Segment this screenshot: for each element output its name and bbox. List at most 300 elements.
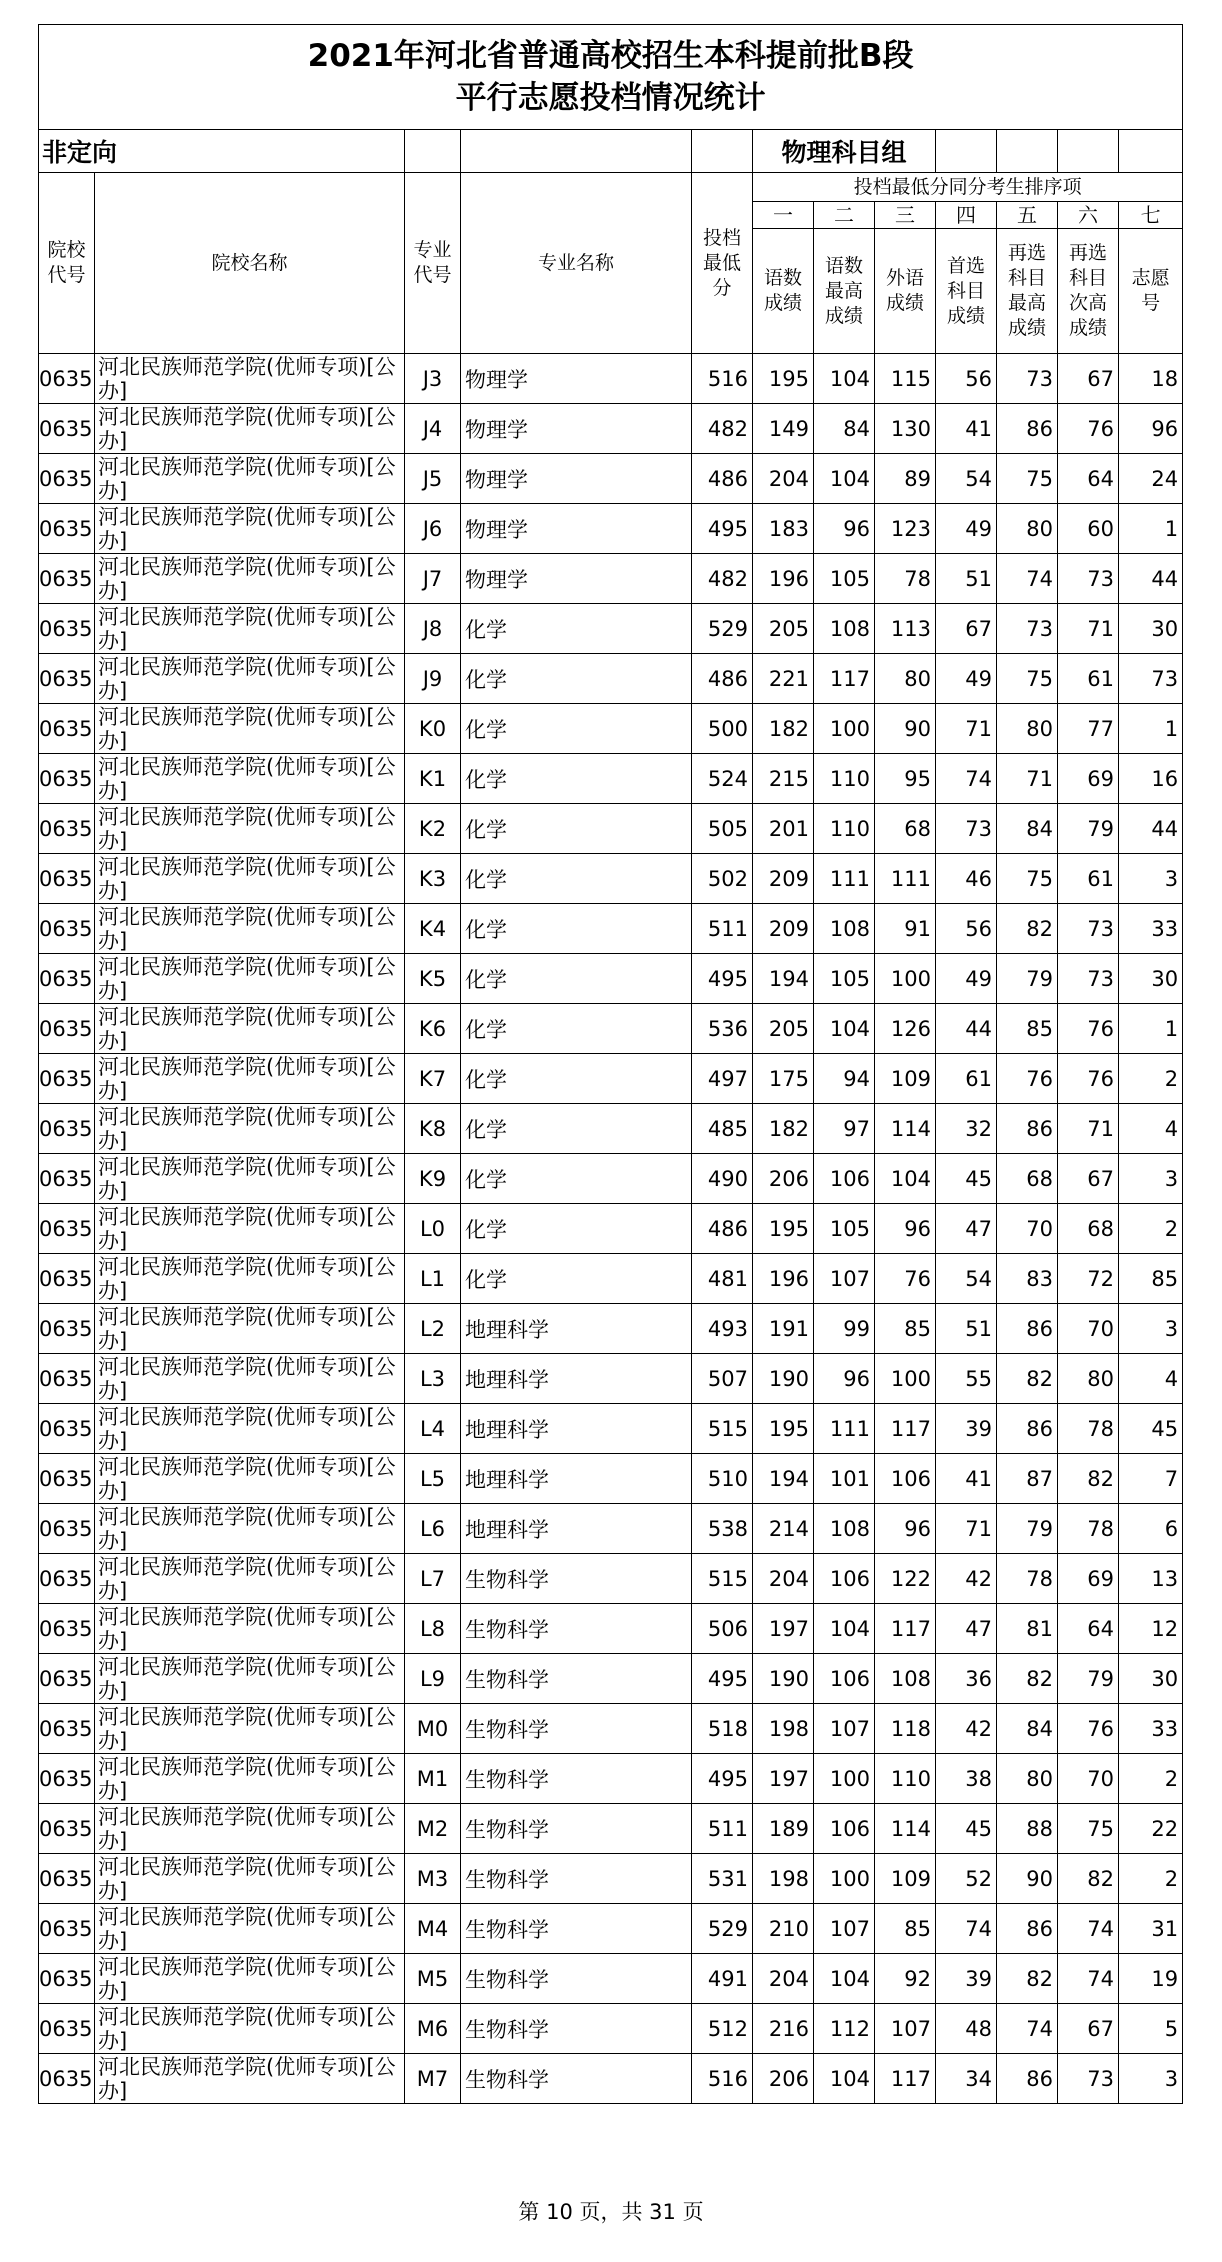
score-foreign-language-cell: 96 [875,1204,936,1254]
score-chinese-math-max-cell: 100 [814,1754,875,1804]
choice-number-cell: 73 [1119,654,1183,704]
table-row [39,954,1183,1004]
score-chinese-math-cell: 215 [753,754,814,804]
min-score-cell: 515 [692,1404,753,1454]
school-code-cell: 0635 [39,1304,95,1354]
choice-number-cell: 6 [1119,1504,1183,1554]
tiebreak-label-1: 语数成绩 [753,229,814,354]
major-name-cell: 化学 [461,804,692,854]
score-second-subject-next-cell: 73 [1058,554,1119,604]
table-row [39,1104,1183,1154]
score-foreign-language-cell: 68 [875,804,936,854]
major-code-cell: J7 [405,554,461,604]
min-score-cell: 516 [692,2054,753,2104]
school-code-cell: 0635 [39,904,95,954]
score-chinese-math-max-cell: 96 [814,504,875,554]
score-second-subject-next-cell: 80 [1058,1354,1119,1404]
score-first-subject-cell: 36 [936,1654,997,1704]
major-code-cell: L8 [405,1604,461,1654]
school-name-cell: 河北民族师范学院(优师专项)[公办] [95,1354,405,1404]
score-second-subject-next-cell: 79 [1058,804,1119,854]
score-chinese-math-cell: 205 [753,1004,814,1054]
choice-number-cell: 31 [1119,1904,1183,1954]
major-code-cell: K8 [405,1104,461,1154]
major-name-cell: 物理学 [461,354,692,404]
score-second-subject-max-cell: 73 [997,604,1058,654]
score-second-subject-next-cell: 76 [1058,1004,1119,1054]
tiebreak-order-2: 二 [814,202,875,229]
school-name-cell: 河北民族师范学院(优师专项)[公办] [95,704,405,754]
score-second-subject-max-cell: 74 [997,554,1058,604]
header-school-name: 院校名称 [95,173,405,354]
min-score-cell: 486 [692,654,753,704]
school-name-cell: 河北民族师范学院(优师专项)[公办] [95,504,405,554]
major-code-cell: L0 [405,1204,461,1254]
score-first-subject-cell: 42 [936,1554,997,1604]
school-name-cell: 河北民族师范学院(优师专项)[公办] [95,1004,405,1054]
major-code-cell: J4 [405,404,461,454]
school-code-cell: 0635 [39,2054,95,2104]
score-chinese-math-max-cell: 100 [814,1854,875,1904]
score-first-subject-cell: 39 [936,1404,997,1454]
score-second-subject-max-cell: 68 [997,1154,1058,1204]
school-name-cell: 河北民族师范学院(优师专项)[公办] [95,1054,405,1104]
major-code-cell: J9 [405,654,461,704]
score-chinese-math-max-cell: 110 [814,754,875,804]
score-second-subject-next-cell: 75 [1058,1804,1119,1854]
tiebreak-order-3: 三 [875,202,936,229]
table-row [39,1954,1183,2004]
major-code-cell: K7 [405,1054,461,1104]
major-code-cell: L9 [405,1654,461,1704]
tiebreak-label-3: 外语成绩 [875,229,936,354]
score-chinese-math-cell: 190 [753,1354,814,1404]
score-second-subject-next-cell: 77 [1058,704,1119,754]
score-second-subject-max-cell: 82 [997,1654,1058,1704]
score-foreign-language-cell: 85 [875,1904,936,1954]
min-score-cell: 500 [692,704,753,754]
school-name-cell: 河北民族师范学院(优师专项)[公办] [95,1554,405,1604]
min-score-cell: 529 [692,1904,753,1954]
major-code-cell: K9 [405,1154,461,1204]
school-name-cell: 河北民族师范学院(优师专项)[公办] [95,1904,405,1954]
school-code-cell: 0635 [39,1454,95,1504]
choice-number-cell: 4 [1119,1354,1183,1404]
report-title-line2: 平行志愿投档情况统计 [455,80,766,116]
school-code-cell: 0635 [39,554,95,604]
min-score-cell: 486 [692,1204,753,1254]
score-first-subject-cell: 56 [936,354,997,404]
score-second-subject-max-cell: 79 [997,954,1058,1004]
min-score-cell: 516 [692,354,753,404]
score-chinese-math-max-cell: 104 [814,1004,875,1054]
score-second-subject-max-cell: 71 [997,754,1058,804]
score-foreign-language-cell: 117 [875,1604,936,1654]
score-chinese-math-max-cell: 100 [814,704,875,754]
score-second-subject-next-cell: 67 [1058,354,1119,404]
score-second-subject-next-cell: 69 [1058,1554,1119,1604]
min-score-cell: 529 [692,604,753,654]
school-name-cell: 河北民族师范学院(优师专项)[公办] [95,2054,405,2104]
score-chinese-math-max-cell: 94 [814,1054,875,1104]
score-chinese-math-cell: 182 [753,704,814,754]
header-major-name: 专业名称 [461,173,692,354]
score-chinese-math-cell: 195 [753,1204,814,1254]
score-second-subject-next-cell: 72 [1058,1254,1119,1304]
min-score-cell: 495 [692,954,753,1004]
major-code-cell: M1 [405,1754,461,1804]
score-chinese-math-cell: 191 [753,1304,814,1354]
blank-cell [1119,130,1183,173]
score-foreign-language-cell: 117 [875,2054,936,2104]
choice-number-cell: 13 [1119,1554,1183,1604]
table-row [39,1004,1183,1054]
score-foreign-language-cell: 111 [875,854,936,904]
school-code-cell: 0635 [39,704,95,754]
major-code-cell: L4 [405,1404,461,1454]
score-first-subject-cell: 46 [936,854,997,904]
header-major-code: 专业代号 [405,173,461,354]
school-name-cell: 河北民族师范学院(优师专项)[公办] [95,1254,405,1304]
choice-number-cell: 19 [1119,1954,1183,2004]
table-row [39,754,1183,804]
school-code-cell: 0635 [39,804,95,854]
min-score-cell: 502 [692,854,753,904]
table-row [39,1754,1183,1804]
school-name-cell: 河北民族师范学院(优师专项)[公办] [95,1104,405,1154]
major-name-cell: 化学 [461,754,692,804]
score-chinese-math-max-cell: 108 [814,1504,875,1554]
score-second-subject-max-cell: 84 [997,1704,1058,1754]
major-name-cell: 地理科学 [461,1504,692,1554]
school-name-cell: 河北民族师范学院(优师专项)[公办] [95,1604,405,1654]
score-chinese-math-cell: 149 [753,404,814,454]
score-second-subject-next-cell: 79 [1058,1654,1119,1704]
score-first-subject-cell: 54 [936,454,997,504]
school-name-cell: 河北民族师范学院(优师专项)[公办] [95,1154,405,1204]
min-score-cell: 506 [692,1604,753,1654]
school-name-cell: 河北民族师范学院(优师专项)[公办] [95,904,405,954]
choice-number-cell: 4 [1119,1104,1183,1154]
score-first-subject-cell: 49 [936,654,997,704]
score-chinese-math-max-cell: 106 [814,1804,875,1854]
score-chinese-math-cell: 196 [753,554,814,604]
score-chinese-math-max-cell: 104 [814,1954,875,2004]
blank-cell [936,130,997,173]
score-chinese-math-cell: 194 [753,954,814,1004]
min-score-cell: 481 [692,1254,753,1304]
major-name-cell: 化学 [461,854,692,904]
score-foreign-language-cell: 96 [875,1504,936,1554]
major-code-cell: L5 [405,1454,461,1504]
school-code-cell: 0635 [39,1954,95,2004]
score-second-subject-max-cell: 86 [997,1904,1058,1954]
score-chinese-math-max-cell: 107 [814,1904,875,1954]
score-second-subject-max-cell: 80 [997,704,1058,754]
score-foreign-language-cell: 118 [875,1704,936,1754]
min-score-cell: 531 [692,1854,753,1904]
choice-number-cell: 5 [1119,2004,1183,2054]
major-name-cell: 生物科学 [461,1904,692,1954]
score-second-subject-next-cell: 71 [1058,604,1119,654]
choice-number-cell: 24 [1119,454,1183,504]
choice-number-cell: 33 [1119,904,1183,954]
score-foreign-language-cell: 113 [875,604,936,654]
tiebreak-label-4: 首选科目成绩 [936,229,997,354]
choice-number-cell: 85 [1119,1254,1183,1304]
school-code-cell: 0635 [39,1504,95,1554]
score-second-subject-next-cell: 70 [1058,1754,1119,1804]
major-name-cell: 生物科学 [461,1854,692,1904]
school-code-cell: 0635 [39,1104,95,1154]
school-name-cell: 河北民族师范学院(优师专项)[公办] [95,604,405,654]
score-first-subject-cell: 49 [936,504,997,554]
major-code-cell: J8 [405,604,461,654]
score-chinese-math-cell: 221 [753,654,814,704]
table-row [39,1804,1183,1854]
table-row [39,1854,1183,1904]
score-second-subject-next-cell: 67 [1058,1154,1119,1204]
school-code-cell: 0635 [39,754,95,804]
min-score-cell: 495 [692,1654,753,1704]
major-name-cell: 物理学 [461,454,692,504]
choice-number-cell: 16 [1119,754,1183,804]
score-chinese-math-cell: 196 [753,1254,814,1304]
choice-number-cell: 1 [1119,1004,1183,1054]
score-foreign-language-cell: 122 [875,1554,936,1604]
score-chinese-math-cell: 205 [753,604,814,654]
table-row [39,454,1183,504]
header-school-code: 院校代号 [39,173,95,354]
school-name-cell: 河北民族师范学院(优师专项)[公办] [95,804,405,854]
score-second-subject-next-cell: 60 [1058,504,1119,554]
score-chinese-math-max-cell: 106 [814,1554,875,1604]
school-code-cell: 0635 [39,1354,95,1404]
school-name-cell: 河北民族师范学院(优师专项)[公办] [95,1954,405,2004]
choice-number-cell: 3 [1119,2054,1183,2104]
score-second-subject-next-cell: 73 [1058,954,1119,1004]
score-first-subject-cell: 49 [936,954,997,1004]
score-chinese-math-cell: 175 [753,1054,814,1104]
major-code-cell: M3 [405,1854,461,1904]
major-name-cell: 地理科学 [461,1354,692,1404]
school-code-cell: 0635 [39,1004,95,1054]
major-code-cell: J5 [405,454,461,504]
major-name-cell: 地理科学 [461,1304,692,1354]
score-foreign-language-cell: 106 [875,1454,936,1504]
score-second-subject-max-cell: 90 [997,1854,1058,1904]
tiebreak-order-5: 五 [997,202,1058,229]
choice-number-cell: 3 [1119,1154,1183,1204]
school-code-cell: 0635 [39,854,95,904]
major-name-cell: 物理学 [461,554,692,604]
score-chinese-math-cell: 197 [753,1604,814,1654]
score-chinese-math-cell: 201 [753,804,814,854]
major-code-cell: K3 [405,854,461,904]
score-foreign-language-cell: 126 [875,1004,936,1054]
score-foreign-language-cell: 76 [875,1254,936,1304]
tiebreak-label-5: 再选科目最高成绩 [997,229,1058,354]
score-foreign-language-cell: 115 [875,354,936,404]
score-chinese-math-cell: 204 [753,1554,814,1604]
min-score-cell: 482 [692,554,753,604]
score-chinese-math-max-cell: 106 [814,1654,875,1704]
header-min-score: 投档最低分 [692,173,753,354]
table-row [39,1354,1183,1404]
score-second-subject-next-cell: 73 [1058,2054,1119,2104]
min-score-cell: 495 [692,504,753,554]
major-name-cell: 生物科学 [461,1654,692,1704]
score-first-subject-cell: 44 [936,1004,997,1054]
report-title [39,25,1183,130]
table-row [39,1154,1183,1204]
major-code-cell: M0 [405,1704,461,1754]
score-second-subject-max-cell: 85 [997,1004,1058,1054]
major-name-cell: 化学 [461,1204,692,1254]
header-tiebreak: 投档最低分同分考生排序项 [753,173,1183,202]
min-score-cell: 511 [692,904,753,954]
score-second-subject-max-cell: 82 [997,1354,1058,1404]
major-name-cell: 化学 [461,954,692,1004]
table-row [39,1554,1183,1604]
score-chinese-math-cell: 194 [753,1454,814,1504]
score-second-subject-next-cell: 82 [1058,1454,1119,1504]
tiebreak-label-7: 志愿号 [1119,229,1183,354]
score-second-subject-max-cell: 86 [997,1304,1058,1354]
score-first-subject-cell: 54 [936,1254,997,1304]
table-row [39,2004,1183,2054]
tiebreak-label-6: 再选科目次高成绩 [1058,229,1119,354]
score-first-subject-cell: 71 [936,1504,997,1554]
choice-number-cell: 7 [1119,1454,1183,1504]
table-row [39,554,1183,604]
min-score-cell: 510 [692,1454,753,1504]
score-second-subject-next-cell: 68 [1058,1204,1119,1254]
major-code-cell: M4 [405,1904,461,1954]
score-chinese-math-cell: 189 [753,1804,814,1854]
score-foreign-language-cell: 100 [875,1354,936,1404]
score-second-subject-max-cell: 82 [997,1954,1058,2004]
major-name-cell: 化学 [461,1104,692,1154]
score-second-subject-max-cell: 74 [997,2004,1058,2054]
score-second-subject-max-cell: 86 [997,2054,1058,2104]
score-second-subject-max-cell: 76 [997,1054,1058,1104]
score-first-subject-cell: 71 [936,704,997,754]
major-code-cell: M7 [405,2054,461,2104]
score-foreign-language-cell: 110 [875,1754,936,1804]
score-chinese-math-cell: 216 [753,2004,814,2054]
major-name-cell: 化学 [461,1004,692,1054]
blank-cell [997,130,1058,173]
score-second-subject-next-cell: 61 [1058,654,1119,704]
score-foreign-language-cell: 78 [875,554,936,604]
school-name-cell: 河北民族师范学院(优师专项)[公办] [95,1404,405,1454]
major-name-cell: 地理科学 [461,1454,692,1504]
min-score-cell: 524 [692,754,753,804]
table-row [39,1704,1183,1754]
score-second-subject-next-cell: 61 [1058,854,1119,904]
school-code-cell: 0635 [39,404,95,454]
min-score-cell: 511 [692,1804,753,1854]
major-name-cell: 化学 [461,1254,692,1304]
score-second-subject-next-cell: 74 [1058,1954,1119,2004]
major-name-cell: 生物科学 [461,1604,692,1654]
choice-number-cell: 44 [1119,554,1183,604]
tiebreak-order-1: 一 [753,202,814,229]
choice-number-cell: 18 [1119,354,1183,404]
choice-number-cell: 2 [1119,1754,1183,1804]
major-name-cell: 生物科学 [461,2054,692,2104]
score-chinese-math-max-cell: 108 [814,604,875,654]
major-code-cell: K0 [405,704,461,754]
school-name-cell: 河北民族师范学院(优师专项)[公办] [95,654,405,704]
score-foreign-language-cell: 114 [875,1804,936,1854]
blank-cell [405,130,461,173]
score-chinese-math-max-cell: 97 [814,1104,875,1154]
major-code-cell: K1 [405,754,461,804]
major-code-cell: L6 [405,1504,461,1554]
score-foreign-language-cell: 92 [875,1954,936,2004]
table-row [39,1204,1183,1254]
blank-cell [461,130,692,173]
score-chinese-math-max-cell: 104 [814,2054,875,2104]
school-code-cell: 0635 [39,1554,95,1604]
school-name-cell: 河北民族师范学院(优师专项)[公办] [95,554,405,604]
score-foreign-language-cell: 85 [875,1304,936,1354]
score-chinese-math-cell: 183 [753,504,814,554]
choice-number-cell: 44 [1119,804,1183,854]
score-second-subject-next-cell: 64 [1058,1604,1119,1654]
min-score-cell: 515 [692,1554,753,1604]
score-second-subject-max-cell: 70 [997,1204,1058,1254]
table-row [39,1054,1183,1104]
major-name-cell: 生物科学 [461,2004,692,2054]
score-chinese-math-cell: 209 [753,854,814,904]
major-code-cell: K4 [405,904,461,954]
score-chinese-math-cell: 214 [753,1504,814,1554]
table-row [39,1454,1183,1504]
school-name-cell: 河北民族师范学院(优师专项)[公办] [95,1854,405,1904]
admission-sheet [38,24,1182,2104]
score-second-subject-max-cell: 75 [997,654,1058,704]
score-first-subject-cell: 45 [936,1154,997,1204]
min-score-cell: 538 [692,1504,753,1554]
score-second-subject-max-cell: 83 [997,1254,1058,1304]
choice-number-cell: 30 [1119,1654,1183,1704]
score-second-subject-max-cell: 86 [997,1104,1058,1154]
score-second-subject-next-cell: 69 [1058,754,1119,804]
score-foreign-language-cell: 91 [875,904,936,954]
major-name-cell: 地理科学 [461,1404,692,1454]
score-first-subject-cell: 74 [936,754,997,804]
choice-number-cell: 96 [1119,404,1183,454]
major-code-cell: L1 [405,1254,461,1304]
report-title-line1: 2021年河北省普通高校招生本科提前批B段 [307,38,914,74]
score-chinese-math-max-cell: 111 [814,854,875,904]
table-row [39,1404,1183,1454]
score-first-subject-cell: 47 [936,1604,997,1654]
score-second-subject-next-cell: 78 [1058,1504,1119,1554]
choice-number-cell: 3 [1119,1304,1183,1354]
table-row [39,1654,1183,1704]
score-second-subject-max-cell: 75 [997,454,1058,504]
score-chinese-math-cell: 197 [753,1754,814,1804]
score-chinese-math-cell: 204 [753,1954,814,2004]
school-code-cell: 0635 [39,354,95,404]
score-foreign-language-cell: 107 [875,2004,936,2054]
score-chinese-math-max-cell: 105 [814,954,875,1004]
school-code-cell: 0635 [39,1754,95,1804]
